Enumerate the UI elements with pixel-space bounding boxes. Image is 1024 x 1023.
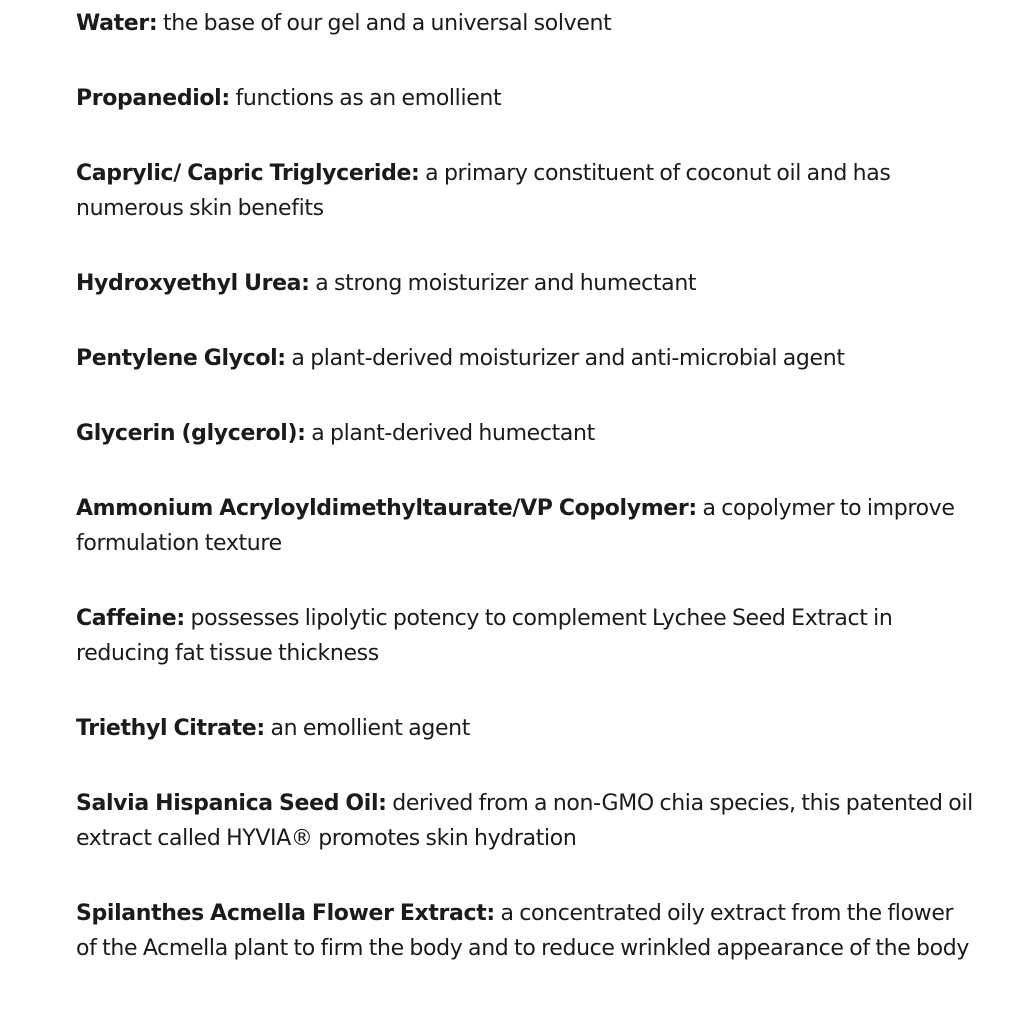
ingredient-description: a strong moisturizer and humectant (315, 271, 697, 296)
ingredient-item-pentylene-glycol (76, 341, 976, 376)
ingredient-description: the base of our gel and a universal solvent (162, 11, 612, 36)
ingredient-name: Ammonium Acryloyldimethyltaurate/VP Copolymer: (76, 496, 697, 521)
ingredient-list (76, 6, 976, 1006)
ingredient-item-propanediol (76, 81, 976, 116)
ingredient-name: Triethyl Citrate: (76, 716, 265, 741)
ingredient-name: Propanediol: (76, 86, 230, 111)
ingredient-name: Spilanthes Acmella Flower Extract: (76, 901, 495, 926)
ingredient-description: a plant-derived moisturizer and anti-microbial agent (291, 346, 845, 371)
ingredient-name: Caffeine: (76, 606, 185, 631)
ingredient-item-ammonium-copolymer (76, 491, 976, 561)
ingredient-description: functions as an emollient (235, 86, 502, 111)
ingredient-item-caffeine (76, 601, 976, 671)
ingredient-item-spilanthes-acmella-flower-extract (76, 896, 976, 966)
ingredient-description: possesses lipolytic potency to complement Lychee Seed Extract in reducing fat tissue thickness (76, 606, 893, 666)
ingredient-name: Caprylic/ Capric Triglyceride: (76, 161, 420, 186)
ingredient-name: Pentylene Glycol: (76, 346, 286, 371)
ingredient-item-water (76, 6, 976, 41)
ingredient-description: a copolymer to improve formulation texture (76, 496, 955, 556)
ingredient-description: a primary constituent of coconut oil and has numerous skin benefits (76, 161, 891, 221)
ingredient-item-hydroxyethyl-urea (76, 266, 976, 301)
ingredient-name: Glycerin (glycerol): (76, 421, 306, 446)
ingredient-name: Salvia Hispanica Seed Oil: (76, 791, 387, 816)
ingredient-description: derived from a non-GMO chia species, this patented oil extract called HYVIA® promotes skin hydration (76, 791, 973, 851)
ingredient-description: a concentrated oily extract from the flower of the Acmella plant to firm the body and to reduce wrinkled appearance of the body (76, 901, 970, 961)
ingredient-name: Hydroxyethyl Urea: (76, 271, 310, 296)
ingredient-item-glycerin (76, 416, 976, 451)
ingredient-description: a plant-derived humectant (311, 421, 595, 446)
ingredient-item-salvia-hispanica-seed-oil (76, 786, 976, 856)
ingredient-item-triethyl-citrate (76, 711, 976, 746)
ingredient-name: Water: (76, 11, 158, 36)
ingredient-description: an emollient agent (270, 716, 470, 741)
ingredient-item-caprylic-capric-triglyceride (76, 156, 976, 226)
